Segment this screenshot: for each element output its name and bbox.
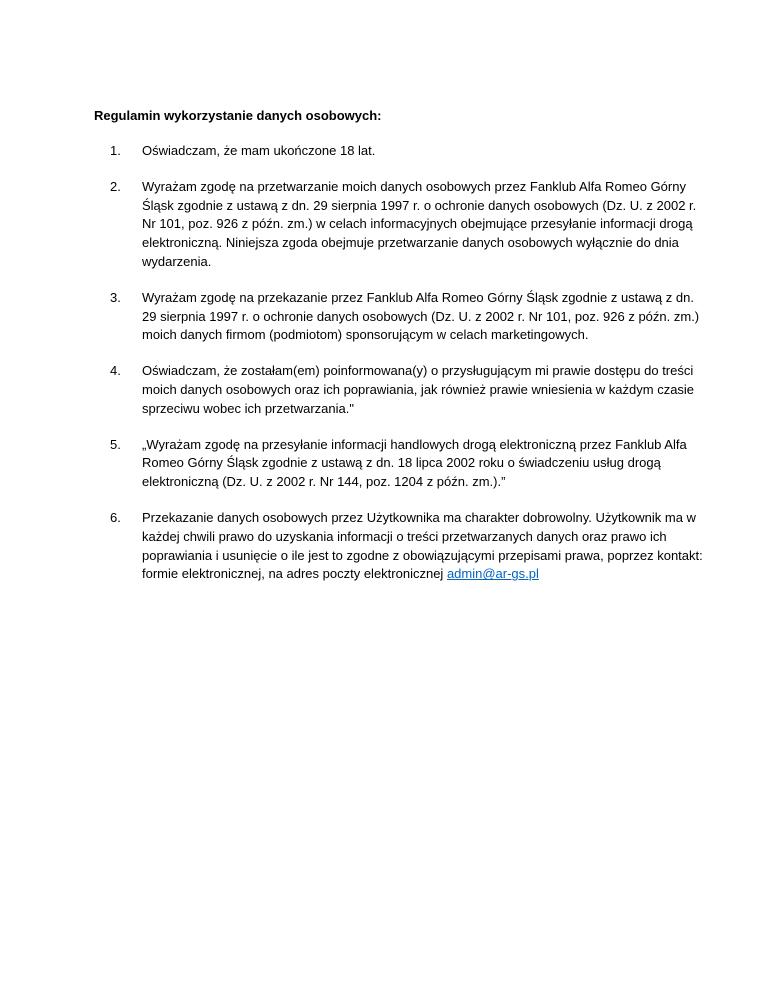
list-item	[94, 509, 706, 584]
item-number: 5.	[110, 436, 121, 452]
item-number: 2.	[110, 178, 121, 194]
item-number: 1.	[110, 143, 121, 158]
list-item	[94, 289, 706, 345]
document-title: Regulamin wykorzystanie danych osobowych:	[94, 108, 382, 123]
item-text: „Wyrażam zgodę na przesyłanie informacji handlowych drogą elektroniczną przez Fanklub Alfa Romeo Górny Śląsk zgodnie z ustawą z dn. 18 lipca 2002 roku o świadczeniu usług drogą elektroniczną (Dz. U. z 2002 r. Nr 144, poz. 1204 z późn. zm.).”	[142, 436, 687, 490]
item-text: Oświadczam, że mam ukończone 18 lat.	[142, 143, 376, 158]
item-number: 6.	[110, 509, 121, 525]
document-page	[94, 107, 706, 601]
list-item	[94, 142, 706, 161]
email-link[interactable]: admin@ar-gs.pl	[446, 566, 539, 582]
list-item	[94, 436, 706, 492]
item-number: 3.	[110, 289, 121, 305]
item-number: 4.	[110, 363, 121, 379]
list-item	[94, 178, 706, 272]
list-item	[94, 362, 706, 418]
item-text: Oświadczam, że zostałam(em) poinformowana(y) o przysługującym mi prawie dostępu do treści moich danych osobowych oraz ich poprawiania, jak również prawie wniesienia w każdym czasie sprzeciwu wobec ich przetwarzania."	[142, 363, 695, 416]
item-text: Przekazanie danych osobowych przez Użytkownika ma charakter dobrowolny. Użytkownik ma w każdej chwili prawo do uzyskania informacji o treści przetwarzanych danych oraz prawo ich poprawiania i usunięcie o ile jest to zgodne z obowiązującymi przepisami prawa, poprzez kontakt: formie elektronicznej, na adres poczty elektronicznej	[142, 509, 703, 582]
item-text: Wyrażam zgodę na przetwarzanie moich danych osobowych przez Fanklub Alfa Romeo Górny Śląsk zgodnie z ustawą z dn. 29 sierpnia 1997 r. o ochronie danych osobowych (Dz. U. z 2002 r. Nr 101, poz. 926 z późn. zm.) w celach informacyjnych obejmujące przesyłanie informacji drogą elektroniczną. Niniejsza zgoda obejmuje przetwarzanie danych osobowych wyłącznie do dnia wydarzenia.	[142, 178, 697, 269]
item-text-wrapper	[142, 509, 706, 584]
item-text: Wyrażam zgodę na przekazanie przez Fanklub Alfa Romeo Górny Śląsk zgodnie z ustawą z dn. 29 sierpnia 1997 r. o ochronie danych osobowych (Dz. U. z 2002 r. Nr 101, poz. 926 z późn. zm.) moich danych firmom (podmiotom) sponsorującym w celach marketingowych.	[142, 289, 700, 343]
